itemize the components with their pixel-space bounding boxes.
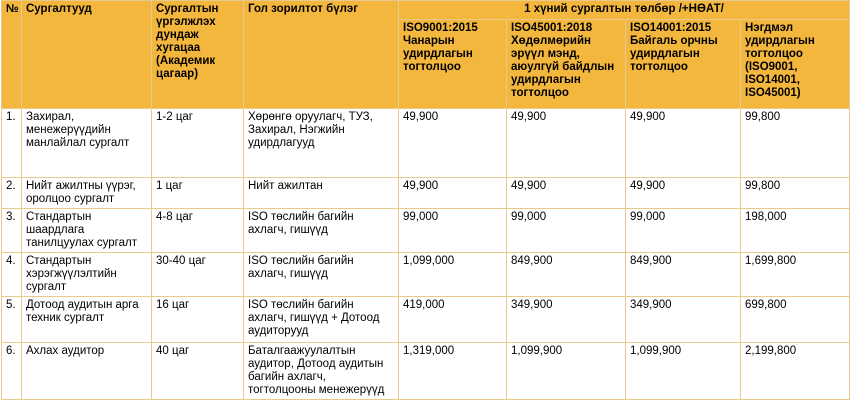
cell-iso45001: 99,000	[507, 209, 626, 253]
cell-training: Захирал, менежерүүдийн манлайлал сургалт	[22, 109, 152, 178]
table-row	[2, 343, 850, 400]
cell-training: Ахлах аудитор	[22, 343, 152, 400]
cell-target: Хөрөнгө оруулагч, ТУЗ, Захирал, Нэгжийн удирдлагууд	[244, 109, 399, 178]
cell-target: Нийт ажилтан	[244, 178, 399, 209]
cell-duration: 16 цаг	[152, 297, 244, 343]
table-body	[2, 109, 850, 400]
cell-iso45001: 1,099,900	[507, 343, 626, 400]
header-fee-group: 1 хүний сургалтын төлбөр /+НӨАТ/	[399, 1, 850, 20]
cell-duration: 1 цаг	[152, 178, 244, 209]
cell-integrated: 699,800	[741, 297, 850, 343]
table-row	[2, 297, 850, 343]
cell-no: 4.	[2, 253, 22, 297]
cell-iso14001: 349,900	[626, 297, 741, 343]
cell-no: 6.	[2, 343, 22, 400]
training-fee-table	[1, 0, 850, 400]
header-target-group: Гол зорилтот бүлэг	[244, 1, 399, 109]
header-integrated: Нэгдмэл удирдлагын тогтолцоо (ISO9001, ISO14001, ISO45001)	[741, 20, 850, 109]
cell-integrated: 99,800	[741, 109, 850, 178]
cell-integrated: 1,699,800	[741, 253, 850, 297]
cell-iso9001: 1,099,000	[399, 253, 507, 297]
header-iso45001: ISO45001:2018 Хөдөлмөрийн эрүүл мэнд, аюулгүй байдлын удирдлагын тогтолцоо	[507, 20, 626, 109]
cell-iso14001: 49,900	[626, 178, 741, 209]
cell-integrated: 198,000	[741, 209, 850, 253]
cell-iso9001: 419,000	[399, 297, 507, 343]
cell-duration: 1-2 цаг	[152, 109, 244, 178]
table-row	[2, 178, 850, 209]
cell-iso14001: 49,900	[626, 109, 741, 178]
cell-iso14001: 99,000	[626, 209, 741, 253]
cell-iso14001: 1,099,900	[626, 343, 741, 400]
cell-iso9001: 1,319,000	[399, 343, 507, 400]
header-no: №	[2, 1, 22, 109]
cell-iso45001: 49,900	[507, 178, 626, 209]
table-row	[2, 209, 850, 253]
table-row	[2, 253, 850, 297]
cell-iso45001: 849,900	[507, 253, 626, 297]
cell-no: 3.	[2, 209, 22, 253]
cell-no: 5.	[2, 297, 22, 343]
cell-training: Дотоод аудитын арга техник сургалт	[22, 297, 152, 343]
header-iso14001: ISO14001:2015 Байгаль орчны удирдлагын тогтолцоо	[626, 20, 741, 109]
cell-iso45001: 49,900	[507, 109, 626, 178]
cell-target: ISO төслийн багийн ахлагч, гишүүд	[244, 209, 399, 253]
header-training: Сургалтууд	[22, 1, 152, 109]
cell-training: Стандартын шаардлага танилцуулах сургалт	[22, 209, 152, 253]
header-duration: Сургалтын үргэлжлэх дундаж хугацаа (Академик цагаар)	[152, 1, 244, 109]
cell-integrated: 99,800	[741, 178, 850, 209]
cell-duration: 30-40 цаг	[152, 253, 244, 297]
cell-duration: 40 цаг	[152, 343, 244, 400]
table-row	[2, 109, 850, 178]
cell-training: Нийт ажилтны үүрэг, оролцоо сургалт	[22, 178, 152, 209]
cell-iso9001: 49,900	[399, 178, 507, 209]
header-iso9001: ISO9001:2015 Чанарын удирдлагын тогтолцоо	[399, 20, 507, 109]
cell-iso9001: 99,000	[399, 209, 507, 253]
cell-no: 1.	[2, 109, 22, 178]
cell-target: Баталгаажуулалтын аудитор, Дотоод аудитын багийн ахлагч, тогтолцооны менежерүүд	[244, 343, 399, 400]
cell-iso14001: 849,900	[626, 253, 741, 297]
cell-training: Стандартын хэрэгжүүлэлтийн сургалт	[22, 253, 152, 297]
cell-iso9001: 49,900	[399, 109, 507, 178]
cell-iso45001: 349,900	[507, 297, 626, 343]
table-header	[2, 1, 850, 109]
cell-duration: 4-8 цаг	[152, 209, 244, 253]
cell-integrated: 2,199,800	[741, 343, 850, 400]
cell-no: 2.	[2, 178, 22, 209]
cell-target: ISO төслийн багийн ахлагч, гишүүд	[244, 253, 399, 297]
cell-target: ISO төслийн багийн ахлагч, гишүүд + Дотоод аудиторууд	[244, 297, 399, 343]
